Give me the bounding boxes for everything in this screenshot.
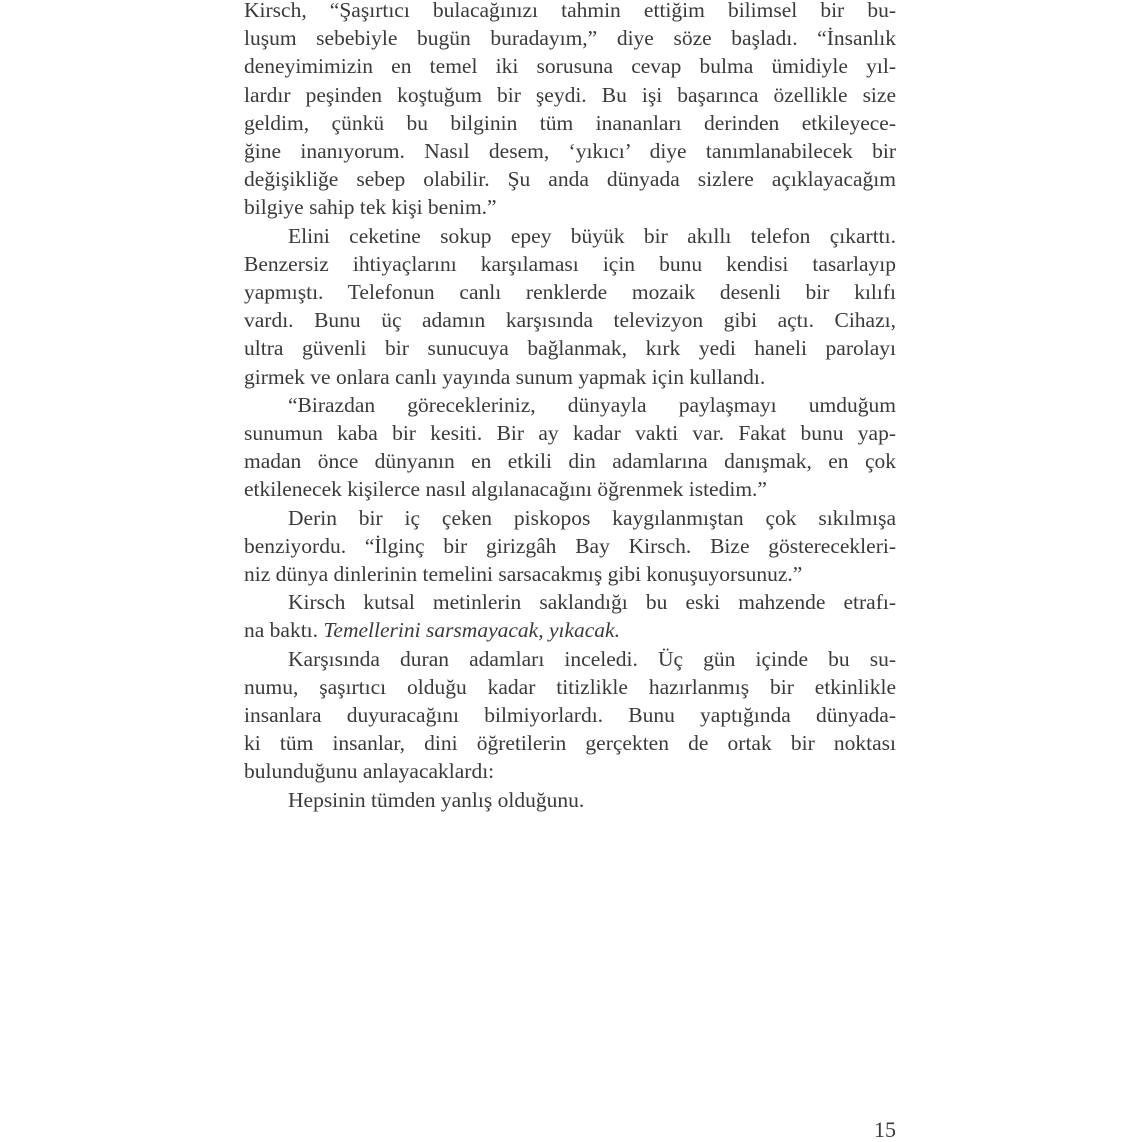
text-line: etkilenecek kişilerce nasıl algılanacağını öğrenmek istedim.” bbox=[244, 477, 767, 502]
text-line bbox=[244, 616, 896, 644]
paragraph bbox=[244, 504, 896, 589]
text-line: geldim, çünkü bu bilginin tüm inananları derinden etkileyece- bbox=[244, 110, 896, 135]
body-text bbox=[244, 0, 896, 814]
paragraph bbox=[244, 645, 896, 786]
text-line: Elini ceketine sokup epey büyük bir akıllı telefon çıkarttı. bbox=[288, 223, 896, 248]
paragraph bbox=[244, 222, 896, 391]
text-line: Kirsch kutsal metinlerin saklandığı bu eski mahzende etrafı- bbox=[288, 590, 896, 615]
text-line: ki tüm insanlar, dini öğretilerin gerçekten de ortak bir noktası bbox=[244, 731, 896, 756]
text-line: insanlara duyuracağını bilmiyorlardı. Bunu yaptığında dünyada- bbox=[244, 703, 896, 728]
text-line: değişikliğe sebep olabilir. Şu anda dünyada sizlere açıklayacağım bbox=[244, 167, 896, 192]
paragraph bbox=[244, 786, 896, 814]
text-line: yapmıştı. Telefonun canlı renklerde mozaik desenli bir kılıfı bbox=[244, 280, 896, 305]
text-line: ğine inanıyorum. Nasıl desem, ‘yıkıcı’ diye tanımlanabilecek bir bbox=[244, 139, 896, 164]
text-line: Karşısında duran adamları inceledi. Üç gün içinde bu su- bbox=[288, 646, 896, 671]
text-line: ultra güvenli bir sunucuya bağlanmak, kırk yedi haneli parolayı bbox=[244, 336, 896, 361]
text-line: niz dünya dinlerinin temelini sarsacakmış gibi konuşuyorsunuz.” bbox=[244, 562, 803, 587]
text-line: numu, şaşırtıcı olduğu kadar titizlikle hazırlanmış bir etkinlikle bbox=[244, 674, 896, 699]
text-line: “Birazdan görecekleriniz, dünyayla paylaşmayı umduğum bbox=[288, 392, 896, 417]
text-line: Benzersiz ihtiyaçlarını karşılaması için bunu kendisi tasarlayıp bbox=[244, 251, 896, 276]
text-line: lardır peşinden koştuğum bir şeydi. Bu işi başarınca özellikle size bbox=[244, 82, 896, 107]
text-line: vardı. Bunu üç adamın karşısında televizyon gibi açtı. Cihazı, bbox=[244, 308, 896, 333]
text-line: madan önce dünyanın en etkili din adamlarına danışmak, en çok bbox=[244, 449, 896, 474]
text-line: bilgiye sahip tek kişi benim.” bbox=[244, 195, 497, 220]
text-line: sunumun kaba bir kesiti. Bir ay kadar vakti var. Fakat bunu yap- bbox=[244, 421, 896, 446]
text-line: benziyordu. “İlginç bir girizgâh Bay Kirsch. Bize gösterecekleri- bbox=[244, 533, 896, 558]
text-line: deneyimimizin en temel iki sorusuna cevap bulma ümidiyle yıl- bbox=[244, 54, 896, 79]
paragraph bbox=[244, 0, 896, 222]
paragraph bbox=[244, 588, 896, 644]
text-line-start: na baktı. bbox=[244, 618, 324, 643]
paragraph bbox=[244, 391, 896, 504]
page-number: 15 bbox=[874, 1117, 896, 1142]
italic-thought: Temellerini sarsmayacak, yıkacak. bbox=[323, 618, 620, 643]
text-line: Kirsch, “Şaşırtıcı bulacağınızı tahmin ettiğim bilimsel bir bu- bbox=[244, 0, 896, 22]
text-line: luşum sebebiyle bugün buradayım,” diye söze başladı. “İnsanlık bbox=[244, 26, 896, 51]
text-line: Hepsinin tümden yanlış olduğunu. bbox=[288, 787, 585, 812]
text-line: bulunduğunu anlayacaklardı: bbox=[244, 759, 495, 784]
text-line: girmek ve onlara canlı yayında sunum yapmak için kullandı. bbox=[244, 364, 766, 389]
text-line: Derin bir iç çeken piskopos kaygılanmıştan çok sıkılmışa bbox=[288, 505, 896, 530]
